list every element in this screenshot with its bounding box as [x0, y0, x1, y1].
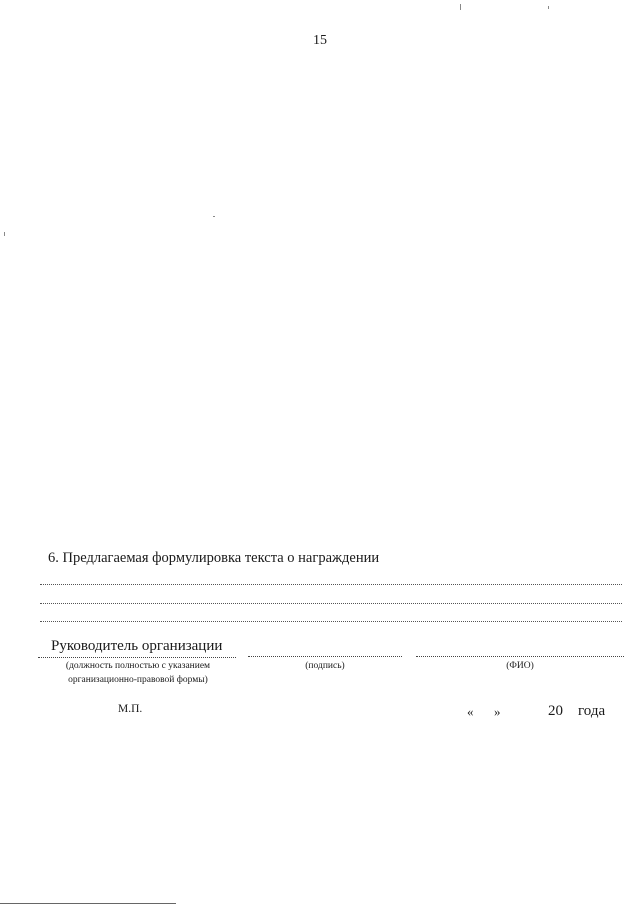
page-number: 15 [313, 33, 327, 48]
section-heading: 6. Предлагаемая формулировка текста о награждении [48, 550, 380, 566]
scan-speck [4, 232, 5, 236]
signature-caption: (подпись) [305, 661, 345, 671]
signature-underline [248, 656, 402, 657]
date-quote-open: « [467, 704, 474, 719]
scan-speck [213, 216, 215, 217]
text-entry-line [40, 603, 622, 604]
fio-caption: (ФИО) [506, 661, 534, 671]
position-caption-line2: организационно-правовой формы) [68, 675, 208, 685]
bottom-rule [0, 903, 176, 904]
date-year-word: года [578, 703, 606, 719]
position-caption [40, 659, 236, 687]
fio-underline [416, 656, 624, 657]
position-title: Руководитель организации [51, 638, 223, 654]
date-quote-close: » [494, 704, 501, 719]
stamp-label: М.П. [118, 703, 143, 715]
scan-speck [548, 6, 549, 9]
text-entry-line [40, 584, 622, 585]
date-century: 20 [548, 703, 563, 719]
position-caption-line1: (должность полностью с указанием [65, 661, 211, 671]
position-underline [38, 657, 236, 658]
text-entry-line [40, 621, 622, 622]
scan-speck [460, 4, 461, 10]
